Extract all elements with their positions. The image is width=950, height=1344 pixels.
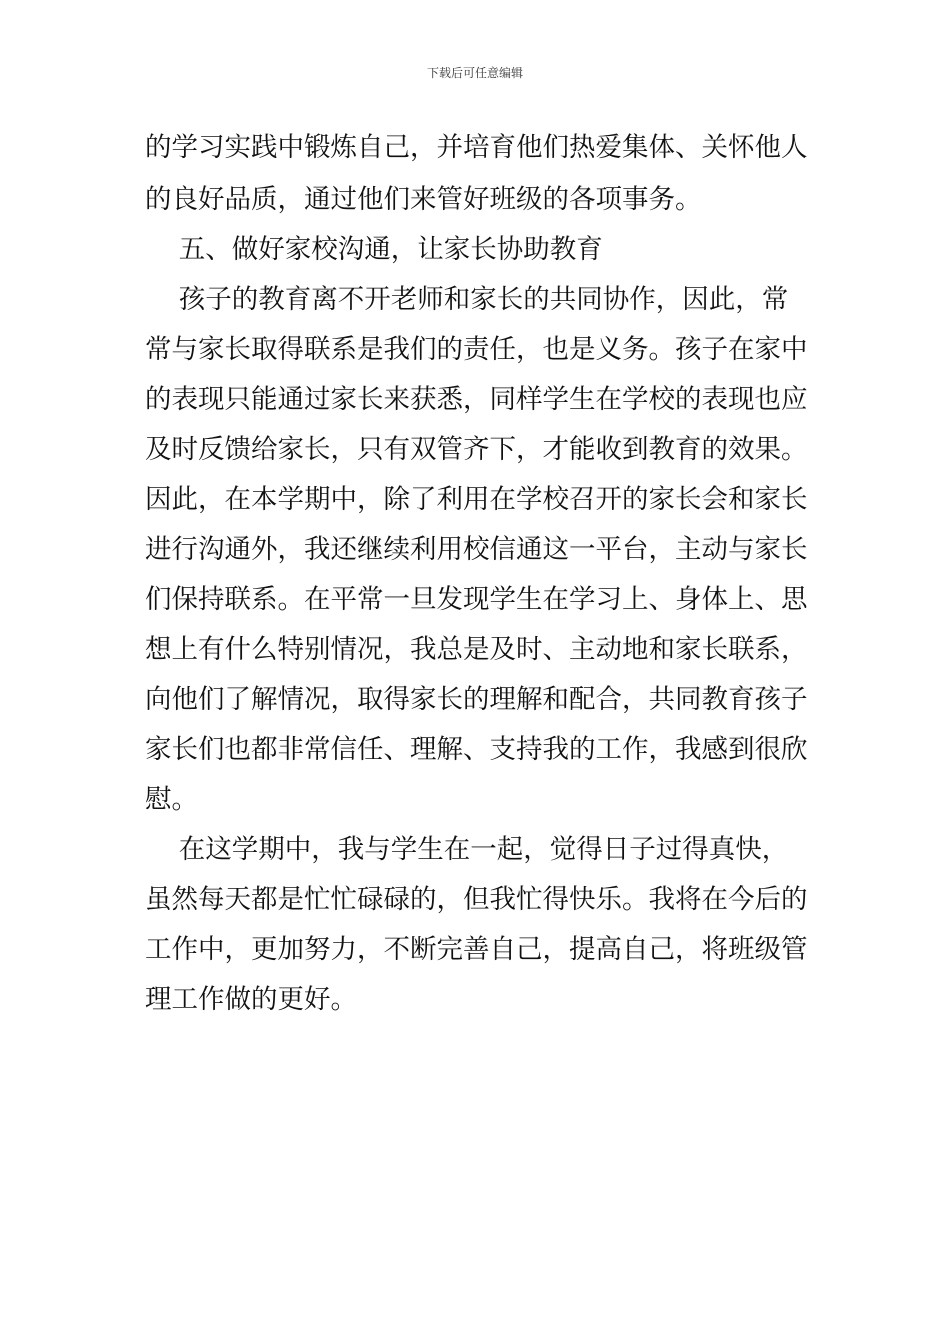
text-line: 在这学期中，我与学生在一起，觉得日子过得真快， bbox=[145, 834, 789, 865]
text-line: 的表现只能通过家长来获悉，同样学生在学校的表现也应 bbox=[145, 384, 808, 415]
page-header: 下载后可任意编辑 bbox=[426, 66, 523, 80]
text-line: 的学习实践中锻炼自己，并培育他们热爱集体、关怀他人 bbox=[145, 132, 808, 163]
text-line: 工作中，更加努力，不断完善自己，提高自己，将班级管 bbox=[145, 934, 808, 965]
text-line: 及时反馈给家长，只有双管齐下，才能收到教育的效果。 bbox=[145, 434, 808, 465]
text-line: 向他们了解情况，取得家长的理解和配合，共同教育孩子 bbox=[145, 684, 808, 715]
text-line: 理工作做的更好。 bbox=[145, 984, 357, 1015]
text-line: 进行沟通外，我还继续利用校信通这一平台，主动与家长 bbox=[145, 534, 808, 565]
text-line: 因此，在本学期中，除了利用在学校召开的家长会和家长 bbox=[145, 484, 808, 515]
text-line: 家长们也都非常信任、理解、支持我的工作，我感到很欣 bbox=[145, 734, 808, 765]
text-line: 孩子的教育离不开老师和家长的共同协作，因此，常 bbox=[145, 284, 789, 315]
text-line: 常与家长取得联系是我们的责任，也是义务。孩子在家中 bbox=[145, 334, 808, 365]
text-line: 们保持联系。在平常一旦发现学生在学习上、身体上、思 bbox=[145, 584, 808, 615]
text-line: 的良好品质，通过他们来管好班级的各项事务。 bbox=[145, 184, 702, 215]
text-line: 虽然每天都是忙忙碌碌的，但我忙得快乐。我将在今后的 bbox=[145, 884, 808, 915]
section-heading: 五、做好家校沟通，让家长协助教育 bbox=[145, 234, 603, 265]
text-line: 想上有什么特别情况，我总是及时、主动地和家长联系， bbox=[145, 634, 808, 665]
text-line: 慰。 bbox=[145, 784, 198, 815]
